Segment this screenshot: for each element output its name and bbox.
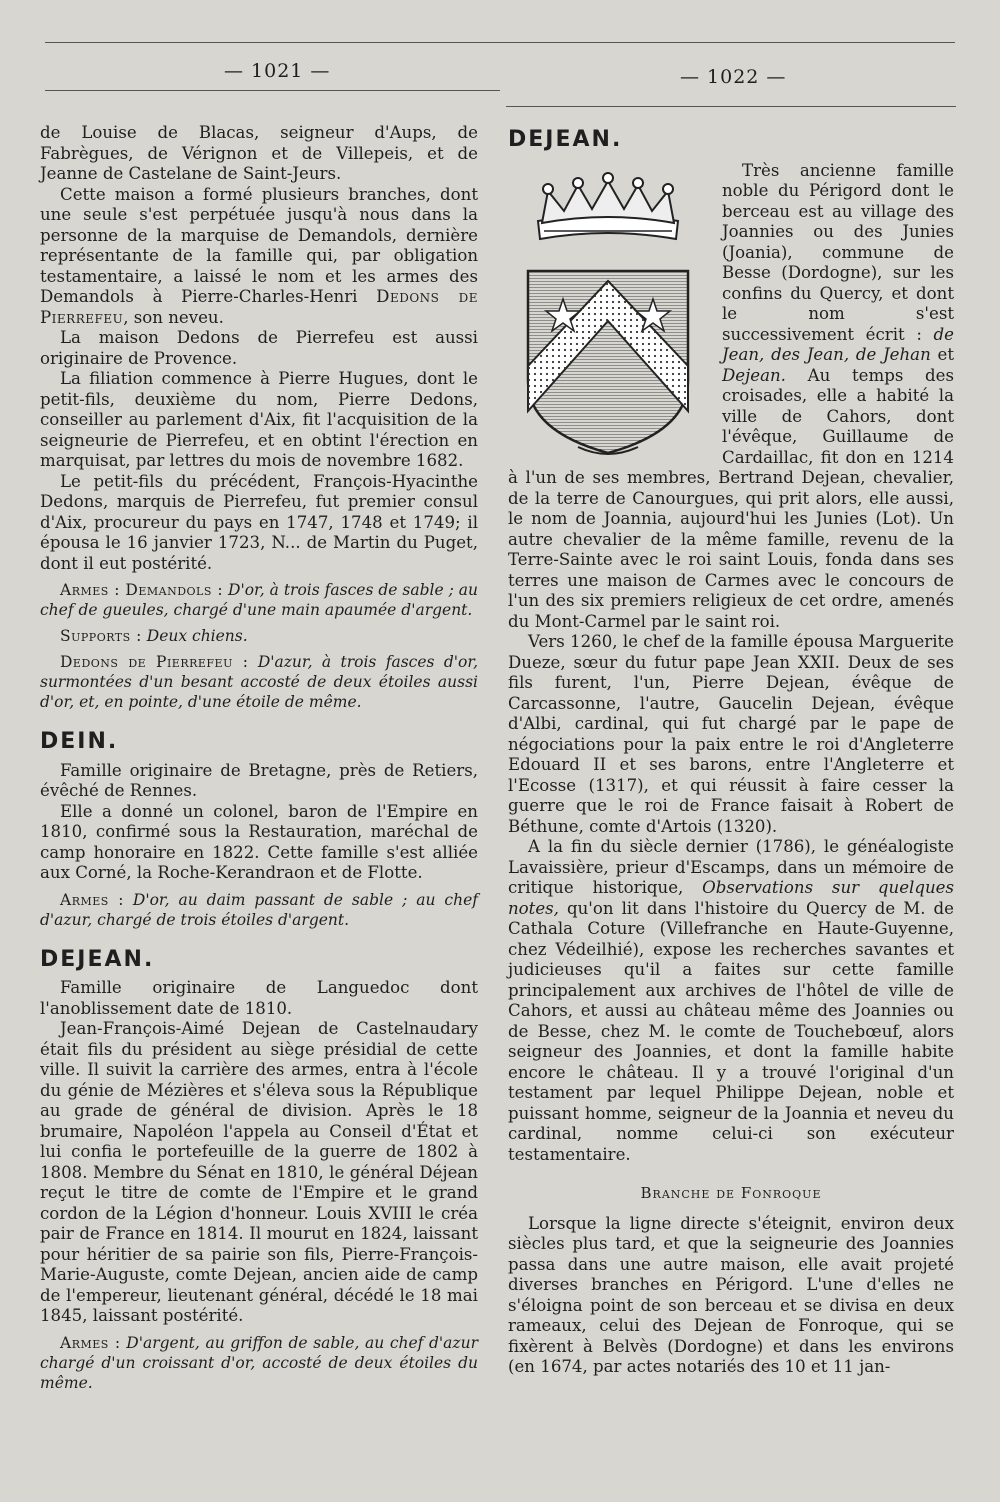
page-number-left: — 1021 — — [224, 60, 331, 82]
header-rule-right — [506, 106, 956, 107]
paragraph: Elle a donné un colonel, baron de l'Empire en 1810, confirmé sous la Restauration, maréchal de camp honoraire en 1822. Cette famille s'est alliée aux Corné, la Roche-Kerandraon et de Flotte. — [40, 801, 478, 882]
name-smallcaps: Dedons de Pierrefeu — [40, 287, 478, 327]
shield-icon — [528, 271, 688, 454]
blazon-dejean-languedoc: Armes : D'argent, au griffon de sable, au chef d'azur chargé d'un croissant d'or, accosté de deux étoiles du même. — [40, 1333, 478, 1392]
heading-dejean-left: DEJEAN. — [40, 946, 155, 972]
blazon-demandols: Armes : Demandols : D'or, à trois fasces de sable ; au chef de gueules, chargé d'une main apaumée d'argent. — [40, 581, 478, 619]
heading-dein: DEIN. — [40, 729, 119, 754]
paragraph: Vers 1260, le chef de la famille épousa Marguerite Dueze, sœur du futur pape Jean XXII. Deux de ses fils furent, l'un, Pierre Dejean, évêque de Carcassonne, l'autre, Gaucelin Dejean, évêque d'Albi, cardinal, qui fut chargé par le pape de négociations pour la paix entre le roi d'Angleterre Edouard II et ses barons, entre l'Angleterre et l'Ecosse (1317), et qui réussit à faire cesser la guerre que le roi de France faisait à Robert de Béthune, comte d'Artois (1320). — [508, 632, 954, 836]
heading-dejean-right: DEJEAN. — [508, 127, 623, 152]
paragraph: Le petit-fils du précédent, François-Hyacinthe Dedons, marquis de Pierrefeu, fut premier consul d'Aix, procureur du pays en 1747, 1748 et 1749; il épousa le 16 janvier 1723, N... de Martin du Puget, dont il eut postérité. — [40, 471, 478, 573]
crest-icon — [508, 161, 708, 461]
paragraph: Très ancienne famille noble du Périgord dont le berceau est au village des Joannies ou des Junies (Joania), commune de Besse (Dordogne), sur les confins du Quercy, et dont le nom s'est successivement écrit : de Jean, des Jean, de Jehan et Dejean. Au temps des croisades, elle a habité la ville de Cahors, dont l'évêque, Guillaume de Cardaillac, fit don en 1214 à l'un de ses membres, Bertrand Dejean, chevalier, de la terre de Canourgues, qui prit alors, elle aussi, le nom de Joannia, aujourd'hui les Junies (Lot). Un autre chevalier de la même famille, revenu de la Terre-Sainte avec le roi saint Louis, fonda dans ses terres une maison de Carmes avec le concours de l'un des six premiers religieux de cet ordre, amenés du Mont-Carmel par le saint roi. — [508, 160, 954, 631]
paragraph: La maison Dedons de Pierrefeu est aussi originaire de Provence. — [40, 328, 478, 368]
paragraph: Jean-François-Aimé Dejean de Castelnaudary était fils du président au siège présidial de cette ville. Il suivit la carrière des armes, entra à l'école du génie de Mézières et s'éleva sous la République au grade de général de division. Après le 18 brumaire, Napoléon l'appela au Conseil d'État et lui confia le portefeuille de la guerre de 1802 à 1808. Membre du Sénat en 1810, le général Déjean reçut le titre de comte de l'Empire et le grand cordon de la Légion d'honneur. Louis XVIII le créa pair de France en 1814. Il mourut en 1824, laissant pour héritier de sa pairie son fils, Pierre-François-Marie-Auguste, comte Dejean, ancien aide de camp de l'empereur, lieutenant général, décédé le 18 mai 1845, laissant postérité. — [40, 1019, 478, 1325]
paragraph: Famille originaire de Bretagne, près de Retiers, évêché de Rennes. — [40, 760, 478, 800]
heading-branche-fonroque: Branche de Fonroque — [640, 1184, 822, 1202]
blazon-dein: Armes : D'or, au daim passant de sable ; au chef d'azur, chargé de trois étoiles d'argent. — [40, 890, 478, 929]
paragraph: Cette maison a formé plusieurs branches, dont une seule s'est perpétuée jusqu'à nous dans la personne de la marquise de Demandols, dernière représentante de la famille qui, par obligation testamentaire, a laissé le nom et les armes des Demandols à Pierre-Charles-Henri Dedons de Pierrefeu, son neveu. — [40, 184, 478, 327]
paragraph: La filiation commence à Pierre Hugues, dont le petit-fils, deuxième du nom, Pierre Dedons, conseiller au parlement d'Aix, fit l'acquisition de la seigneurie de Pierrefeu, et en obtint l'érection en marquisat, par lettres du mois de novembre 1682. — [40, 369, 478, 470]
right-column — [508, 127, 955, 1378]
paragraph: A la fin du siècle dernier (1786), le généalogiste Lavaissière, prieur d'Escamps, dans un mémoire de critique historique, Observations sur quelques notes, qu'on lit dans l'histoire du Quercy de M. de Cathala Coture (Villefranche en Haute-Guyenne, chez Védeilhié), expose les recherches savantes et judicieuses qu'il a faites sur cette famille principalement aux archives de l'hôtel de ville de Cahors, et aussi au château même des Joannies ou de Besse, chez M. le comte de Touchebœuf, alors seigneur des Joannies, et dont la famille habite encore le château. Il y a trouvé l'original d'un testament par lequel Philippe Dejean, noble et puissant homme, seigneur de la Joannia et neveu du cardinal, nomme celui-ci son exécuteur testamentaire. — [508, 837, 955, 1164]
coat-of-arms — [508, 161, 708, 461]
paragraph: Lorsque la ligne directe s'éteignit, environ deux siècles plus tard, et que la seigneurie des Joannies passa dans une autre maison, elle avait projeté diverses branches en Périgord. L'une d'elles ne s'éloigna point de son berceau et se divisa en deux rameaux, celui des Dejean de Fonroque, qui se fixèrent à Belvès (Dordogne) et dans les environs (en 1674, par actes notariés des 10 et 11 jan- — [508, 1213, 954, 1376]
blazon-dedons: Dedons de Pierrefeu : D'azur, à trois fasces d'or, surmontées d'un besant accosté de deux étoiles aussi d'or, et, en pointe, d'une étoile de même. — [40, 653, 479, 711]
left-column — [40, 123, 478, 1393]
paragraph: de Louise de Blacas, seigneur d'Aups, de Fabrègues, de Vérignon et de Villepeis, et de Jeanne de Castelane de Saint-Jeurs. — [40, 123, 478, 183]
page-number-right: — 1022 — — [680, 66, 787, 88]
top-rule — [45, 42, 955, 43]
crown-icon — [538, 173, 678, 239]
header-rule-left — [45, 90, 500, 91]
paragraph: Famille originaire de Languedoc dont l'anoblissement date de 1810. — [40, 978, 478, 1018]
supports: Supports : Deux chiens. — [60, 627, 248, 645]
